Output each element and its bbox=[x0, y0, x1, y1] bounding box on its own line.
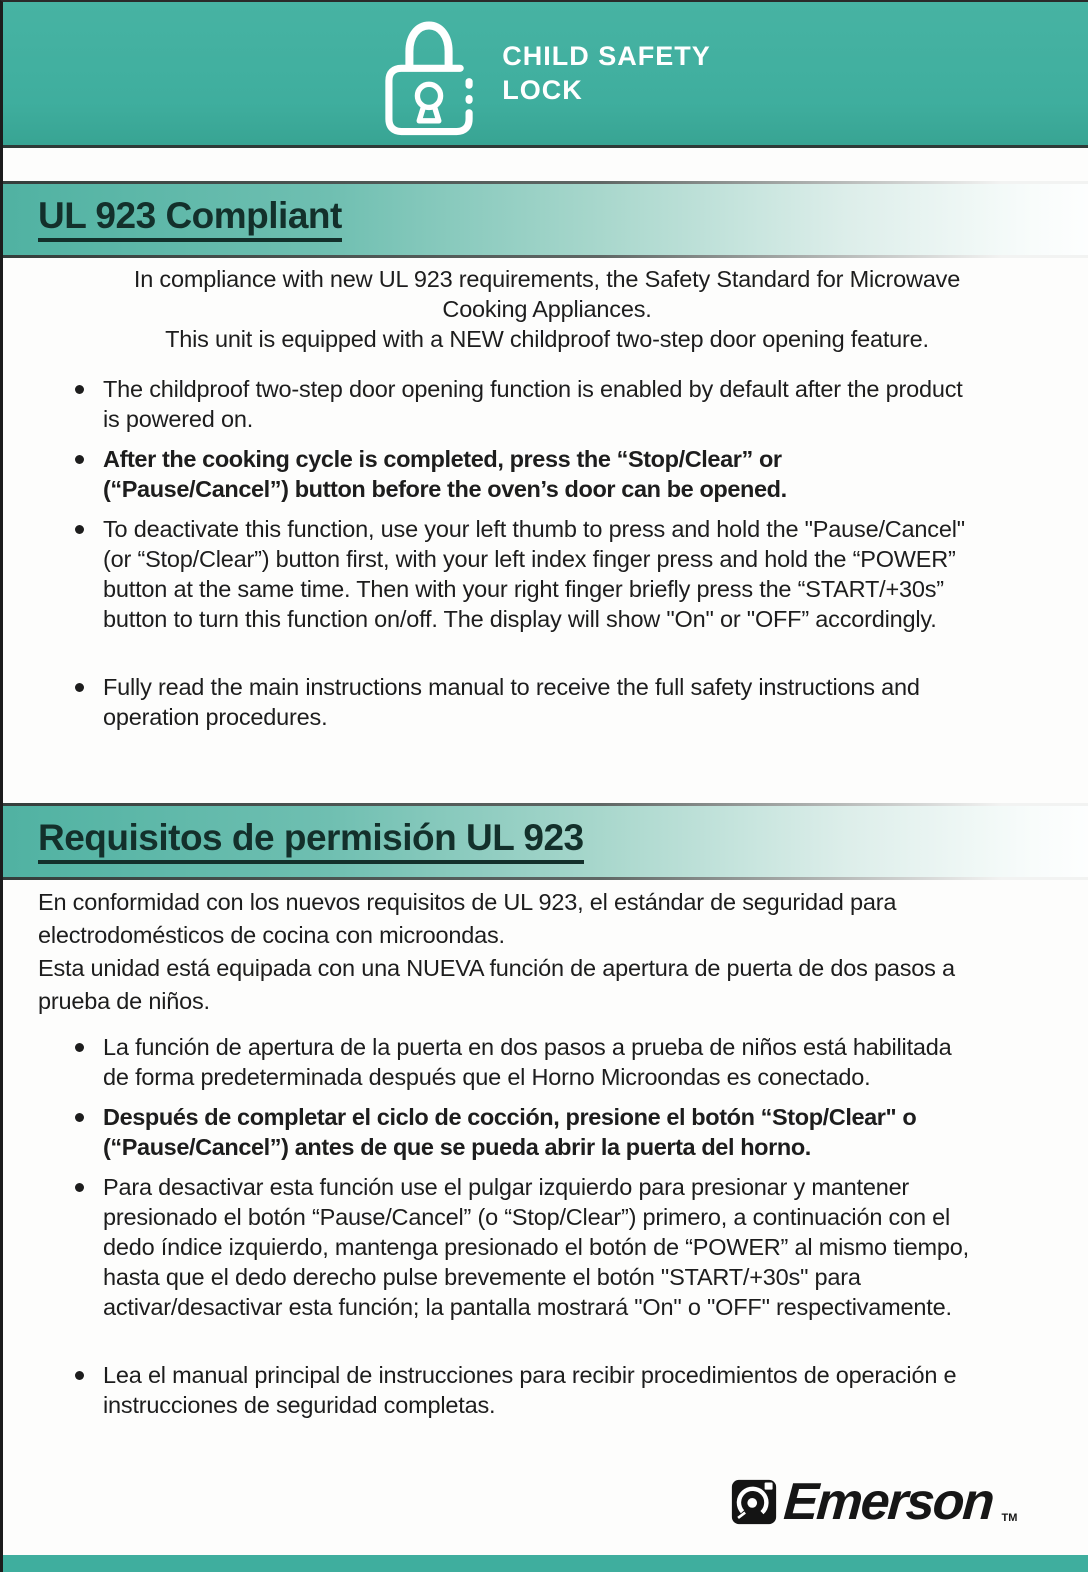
child-safety-lock-banner bbox=[3, 2, 1088, 148]
section-band-es bbox=[3, 806, 1088, 877]
intro-en-paragraph: This unit is equipped with a NEW childproof two-step door opening feature. bbox=[165, 326, 929, 352]
banner-title-line1: CHILD SAFETY bbox=[502, 40, 711, 71]
padlock-icon bbox=[380, 12, 478, 137]
section-band-en bbox=[3, 184, 1088, 255]
banner-title-line2: LOCK bbox=[502, 74, 583, 105]
banner-title bbox=[502, 40, 711, 108]
list-item: Para desactivar esta función use el pulgar izquierdo para presionar y mantener presionado el botón “Pause/Cancel” (o “Stop/Clear”) primero, a continuación con el dedo índice izquierdo, mantenga presionado el botón de “POWER” al mismo tiempo, hasta que el dedo derecho pulse brevemente el botón "START/+30s" para activar/desactivar esta función; la pantalla mostrará "On" o "OFF" respectivamente. bbox=[65, 1172, 970, 1322]
footer-bar bbox=[3, 1555, 1088, 1572]
list-item: To deactivate this function, use your left thumb to press and hold the "Pause/Cancel" (or “Stop/Clear”) button first, with your left index finger press and hold the “POWER” button at the same time. Then with your right finger briefly press the “START/+30s” button to turn this function on/off. The display will show "On" or "OFF” accordingly. bbox=[65, 514, 970, 634]
list-item: Fully read the main instructions manual to receive the full safety instructions and operation procedures. bbox=[65, 672, 970, 732]
intro-es-paragraph: En conformidad con los nuevos requisitos de UL 923, el estándar de seguridad para electrodomésticos de cocina con microondas. bbox=[38, 889, 897, 948]
list-item: After the cooking cycle is completed, press the “Stop/Clear” or (“Pause/Cancel”) button before the oven’s door can be opened. bbox=[65, 444, 970, 504]
intro-en-paragraph: In compliance with new UL 923 requirements, the Safety Standard for Microwave Cooking Appliances. bbox=[133, 266, 961, 322]
trademark-symbol: TM bbox=[1001, 1512, 1018, 1524]
intro-es bbox=[38, 886, 1038, 1018]
intro-en bbox=[67, 264, 1027, 354]
intro-es-paragraph: Esta unidad está equipada con una NUEVA función de apertura de puerta de dos pasos a prueba de niños. bbox=[38, 955, 955, 1014]
emerson-clock-icon bbox=[731, 1479, 777, 1525]
section-heading-es: Requisitos de permisión UL 923 bbox=[38, 817, 584, 864]
list-item: La función de apertura de la puerta en dos pasos a prueba de niños está habilitada de forma predeterminada después que el Horno Microondas es conectado. bbox=[65, 1032, 970, 1092]
section-heading-en: UL 923 Compliant bbox=[38, 195, 342, 242]
brand-wordmark: Emerson bbox=[781, 1473, 995, 1531]
list-item: Lea el manual principal de instrucciones para recibir procedimientos de operación e instrucciones de seguridad completas. bbox=[65, 1360, 970, 1420]
emerson-logo bbox=[731, 1473, 1018, 1531]
list-item: Después de completar el ciclo de cocción, presione el botón “Stop/Clear" o (“Pause/Cancel”) antes de que se pueda abrir la puerta del horno. bbox=[65, 1102, 970, 1162]
bullet-list-en bbox=[65, 374, 970, 742]
list-item: The childproof two-step door opening function is enabled by default after the product is powered on. bbox=[65, 374, 970, 434]
bullet-list-es bbox=[65, 1032, 970, 1430]
